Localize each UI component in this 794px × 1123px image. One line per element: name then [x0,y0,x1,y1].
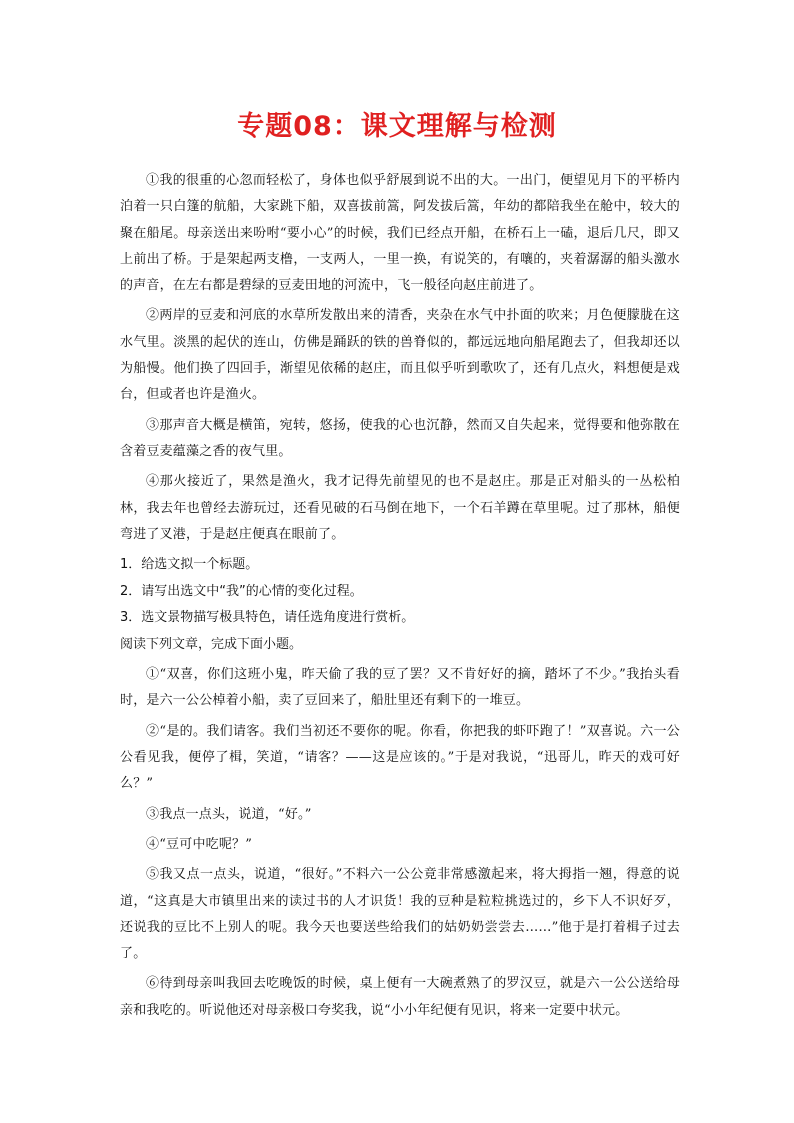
passage-paragraph: ③我点一点头，说道，“好。” [146,806,312,822]
passage-paragraph: ②“是的。我们请客。我们当初还不要你的呢。你看，你把我的虾吓跑了！”双喜说。六一公公看见我，便停了楫，笑道，“请客？——这是应该的。”于是对我说，“迅哥儿，昨天的戏可好么？” [120,723,680,792]
passage-paragraph: ②两岸的豆麦和河底的水草所发散出来的清香，夹杂在水气中扑面的吹来；月色便朦胧在这水气里。淡黑的起伏的连山，仿佛是踊跃的铁的兽脊似的，都远远地向船尾跑去了，但我却还以为船慢。他们换了四回手，渐望见依稀的赵庄，而且似乎听到歌吹了，还有几点火，料想便是戏台，但或者也许是渔火。 [120,308,680,403]
passage-paragraph: ④“豆可中吃呢？” [146,836,253,852]
passage-paragraph: ⑥待到母亲叫我回去吃晚饭的时候，桌上便有一大碗煮熟了的罗汉豆，就是六一公公送给母亲和我吃的。听说他还对母亲极口夸奖我，说“小小年纪便有见识，将来一定要中状元。 [120,976,680,1018]
reading-instruction: 阅读下列文章，完成下面小题。 [120,636,303,652]
passage-paragraph: ①“双喜，你们这班小鬼，昨天偷了我的豆了罢？又不肯好好的摘，踏坏了不少。”我抬头看时，是六一公公棹着小船，卖了豆回来了，船肚里还有剩下的一堆豆。 [120,667,680,709]
question-item: 3．选文景物描写极具特色，请任选角度进行赏析。 [120,610,415,626]
passage-paragraph: ⑤我又点一点头，说道，“很好。”不料六一公公竟非常感激起来，将大拇指一翘，得意的说道，“这真是大市镇里出来的读过书的人才识货！我的豆种是粒粒挑选过的，乡下人不识好歹，还说我的豆比不上别人的呢。我今天也要送些给我们的姑奶奶尝尝去……”他于是打着楫子过去了。 [120,867,680,962]
passage-2 [120,632,680,1024]
passage-paragraph: ③那声音大概是横笛，宛转，悠扬，使我的心也沉静，然而又自失起来，觉得要和他弥散在含着豆麦蕴藻之香的夜气里。 [120,417,680,459]
question-item: 1．给选文拟一个标题。 [120,557,259,573]
question-item: 2．请写出选文中“我”的心情的变化过程。 [120,583,363,599]
document-body [120,168,680,1028]
passage-paragraph: ④那火接近了，果然是渔火，我才记得先前望见的也不是赵庄。那是正对船头的一丛松柏林，我去年也曾经去游玩过，还看见破的石马倒在地下，一个石羊蹲在草里呢。过了那林，船便弯进了叉港，于是赵庄便真在眼前了。 [120,474,680,542]
document-title: 专题08：课文理解与检测 [237,111,557,142]
passage-paragraph: ①我的很重的心忽而轻松了，身体也似乎舒展到说不出的大。一出门，便望见月下的平桥内泊着一只白篷的航船，大家跳下船，双喜拔前篙，阿发拔后篙，年幼的都陪我坐在舱中，较大的聚在船尾。母亲送出来吩咐“要小心”的时候，我们已经点开船，在桥石上一磕，退后几尺，即又上前出了桥。于是架起两支橹，一支两人，一里一换，有说笑的，有嚷的，夹着潺潺的船头激水的声音，在左右都是碧绿的豆麦田地的河流中，飞一般径向赵庄前进了。 [120,173,680,294]
question-list [120,552,680,632]
passage-1 [120,168,680,548]
